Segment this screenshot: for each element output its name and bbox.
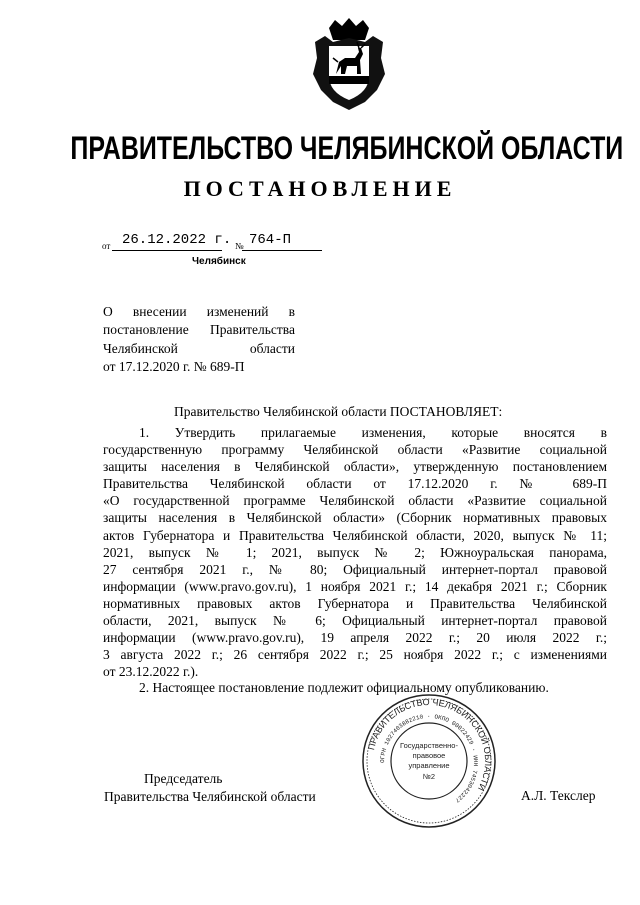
item-1-line: области, 2021, выпуск № 6; Официальный интернет-портал правовой bbox=[103, 613, 607, 629]
subject-line: Челябинской области bbox=[103, 340, 295, 356]
signatory-role bbox=[104, 770, 316, 806]
government-title: ПРАВИТЕЛЬСТВО ЧЕЛЯБИНСКОЙ ОБЛАСТИ bbox=[70, 130, 624, 166]
registration-row bbox=[102, 232, 422, 256]
official-stamp bbox=[356, 693, 502, 829]
item-1-line: нормативных правовых актов Губернатора и Правительства Челябинской bbox=[103, 595, 607, 611]
preamble: Правительство Челябинской области ПОСТАНОВЛЯЕТ: bbox=[174, 404, 503, 419]
stamp-inner-line: Государственно- bbox=[400, 741, 458, 750]
role-line: Председатель bbox=[144, 771, 223, 786]
role-line: Правительства Челябинской области bbox=[104, 789, 316, 804]
item-1-line: защиты населения в Челябинской области», утвержденную постановлением bbox=[103, 459, 607, 475]
item-1-line: информации (www.pravo.gov.ru), 19 апреля 2022 г.; 20 июля 2022 г.; bbox=[103, 630, 607, 646]
item-1-line: 3 августа 2022 г.; 26 сентября 2022 г.; 25 ноября 2022 г.; с изменениями bbox=[103, 647, 607, 663]
stamp-inner-line: правовое bbox=[412, 751, 446, 760]
signatory-name: А.Л. Текслер bbox=[521, 788, 596, 803]
item-1-line: защиты населения в Челябинской области» (Сборник нормативных правовых bbox=[103, 510, 607, 526]
from-label: от bbox=[102, 241, 111, 251]
item-1-line: информации (www.pravo.gov.ru), 1 ноября 2021 г.; 14 декабря 2021 г.; Сборник bbox=[103, 578, 607, 594]
item-1-line: Правительства Челябинской области от 17.12.2020 г. № 689-П bbox=[103, 476, 607, 492]
item-1-line: от 23.12.2022 г.). bbox=[103, 664, 199, 680]
document-type: ПОСТАНОВЛЕНИЕ bbox=[183, 176, 457, 201]
item-1-line: 27 сентября 2021 г., № 80; Официальный интернет-портал правовой bbox=[103, 561, 607, 577]
document-date: 26.12.2022 г. bbox=[122, 232, 232, 248]
item-1 bbox=[103, 424, 607, 680]
item-2: 2. Настоящее постановление подлежит официальному опубликованию. bbox=[139, 680, 549, 695]
item-1-line: «О государственной программе Челябинской области «Развитие социальной bbox=[103, 493, 607, 509]
subject-line: постановление Правительства bbox=[103, 322, 295, 338]
item-1-line: актов Губернатора и Правительства Челябинской области, 2020, выпуск № 11; bbox=[103, 527, 607, 543]
stamp-inner-line: управление bbox=[408, 761, 450, 770]
document-number: 764-П bbox=[249, 232, 292, 248]
subject-line: от 17.12.2020 г. № 689-П bbox=[103, 359, 245, 375]
stamp-codes: ОГРН 1027403882210 · ОКПО 00022429 · ИНН 7453042227 bbox=[378, 712, 480, 804]
subject-line: О внесении изменений в bbox=[103, 304, 295, 319]
city: Челябинск bbox=[192, 256, 246, 267]
coat-of-arms-icon bbox=[311, 18, 387, 110]
stamp-inner-line: №2 bbox=[422, 772, 436, 781]
number-label: № bbox=[235, 241, 244, 251]
document-subject bbox=[103, 303, 295, 377]
stamp-outer-text: ПРАВИТЕЛЬСТВО ЧЕЛЯБИНСКОЙ ОБЛАСТИ bbox=[366, 696, 494, 793]
date-underline bbox=[112, 250, 222, 251]
item-1-line: государственную программу Челябинской области «Развитие социальной bbox=[103, 442, 607, 458]
item-1-line: 1. Утвердить прилагаемые изменения, которые вносятся в bbox=[139, 425, 607, 440]
number-underline bbox=[242, 250, 322, 251]
item-1-line: 2021, выпуск № 1; 2021, выпуск № 2; Южноуральская панорама, bbox=[103, 544, 607, 560]
